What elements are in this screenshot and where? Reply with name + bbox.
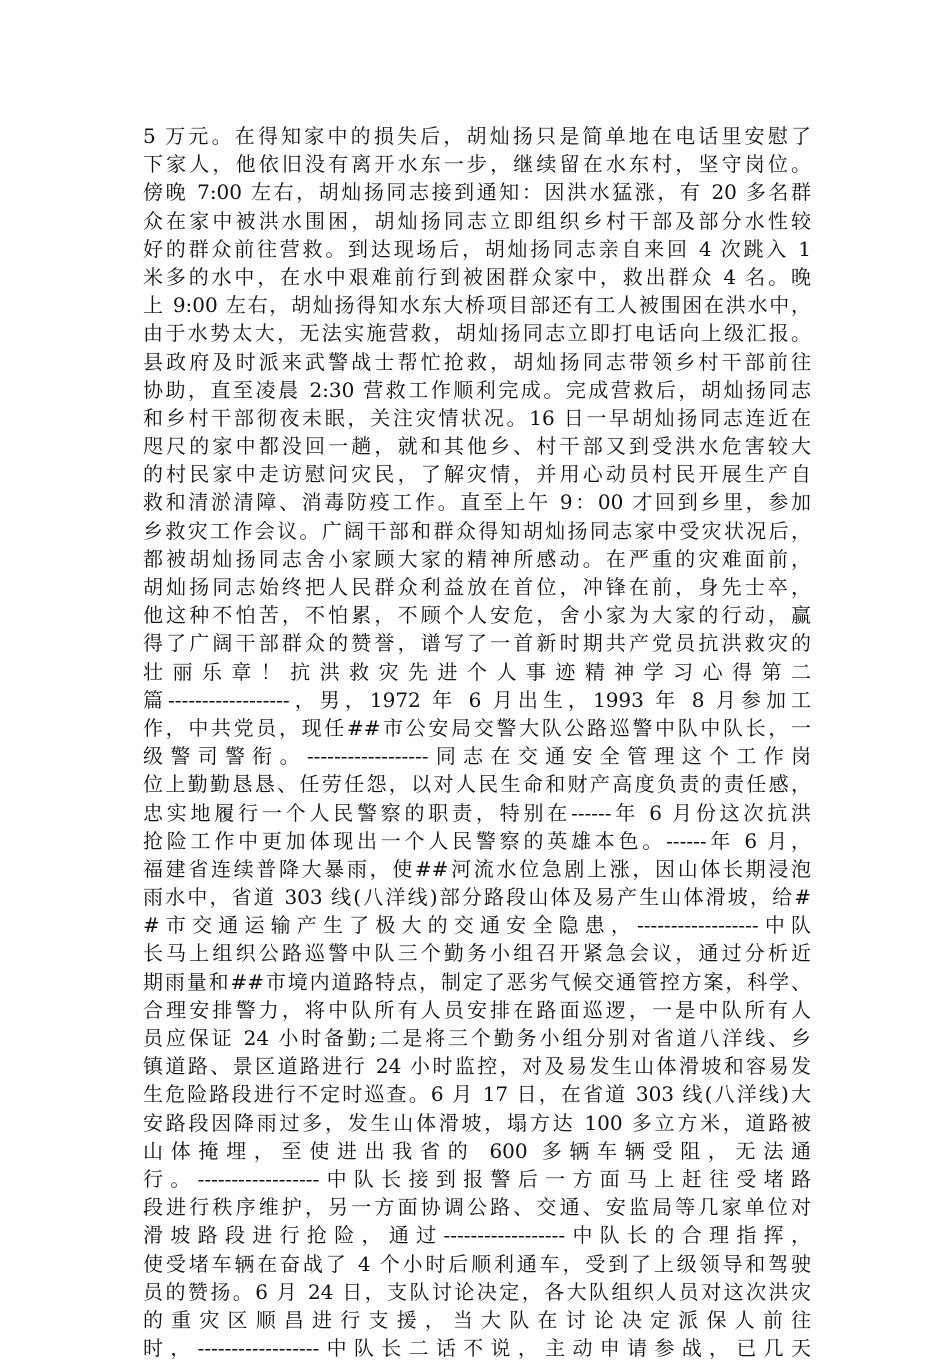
text-line: 忠实地履行一个人民警察的职责，特别在------年 6 月份这次抗洪 xyxy=(143,800,811,825)
text-line: 众在家中被洪水围困，胡灿扬同志立即组织乡村干部及部分水性较 xyxy=(143,208,811,233)
text-line: 行。------------------中队长接到报警后一方面马上赶往受堵路 xyxy=(143,1166,811,1191)
text-line: 作，中共党员，现任##市公安局交警大队公路巡警中队中队长，一 xyxy=(143,715,811,740)
text-line: 时，------------------中队长二话不说，主动申请参战，已几天 xyxy=(143,1336,811,1361)
text-line: 的重灾区顺昌进行支援，当大队在讨论决定派保人前往 xyxy=(143,1307,811,1332)
text-line: 福建省连续普降大暴雨，使##河流水位急剧上涨，因山体长期浸泡 xyxy=(143,856,811,881)
text-line: 他这种不怕苦，不怕累，不顾个人安危，舍小家为大家的行动，赢 xyxy=(143,603,811,628)
text-line: 由于水势太大，无法实施营救，胡灿扬同志立即打电话向上级汇报。 xyxy=(143,321,811,346)
text-line: 和乡村干部彻夜未眠，关注灾情状况。16 日一早胡灿扬同志连近在 xyxy=(143,405,811,430)
text-line: 长马上组织公路巡警中队三个勤务小组召开紧急会议，通过分析近 xyxy=(143,941,811,966)
text-line: 的村民家中走访慰问灾民，了解灾情，并用心动员村民开展生产自 xyxy=(143,462,811,487)
text-line: 胡灿扬同志始终把人民群众利益放在首位，冲锋在前，身先士卒， xyxy=(143,575,811,599)
text-line: 位上勤勤恳恳、任劳任怨，以对人民生命和财产高度负责的责任感， xyxy=(143,772,811,797)
text-line: 乡救灾工作会议。广阔干部和群众得知胡灿扬同志家中受灾状况后， xyxy=(143,518,811,543)
text-line: 下家人，他依旧没有离开水东一步，继续留在水东村，坚守岗位。 xyxy=(143,152,811,177)
body-text xyxy=(143,122,811,1362)
text-line: 合理安排警力，将中队所有人员安排在路面巡逻，一是中队所有人 xyxy=(143,997,811,1022)
text-line: 山体掩埋，至使进出我省的 600 多辆车辆受阻，无法通 xyxy=(143,1138,811,1163)
text-line: 级警司警衔。------------------同志在交通安全管理这个工作岗 xyxy=(143,744,811,769)
text-line: 使受堵车辆在奋战了 4 个小时后顺利通车，受到了上级领导和驾驶 xyxy=(143,1251,811,1276)
text-line: 得了广阔干部群众的赞誉，谱写了一首新时期共产党员抗洪救灾的 xyxy=(143,631,811,656)
text-line: #市交通运输产生了极大的交通安全隐患，------------------中队 xyxy=(143,913,811,938)
text-line: 生危险路段进行不定时巡查。6 月 17 日，在省道 303 线(八洋线)大 xyxy=(143,1082,811,1107)
text-line: 安路段因降雨过多，发生山体滑坡，塌方达 100 多立方米，道路被 xyxy=(143,1110,811,1135)
text-line: 雨水中，省道 303 线(八洋线)部分路段山体及易产生山体滑坡，给# xyxy=(143,885,811,910)
text-line: 县政府及时派来武警战士帮忙抢救，胡灿扬同志带领乡村干部前往 xyxy=(143,349,811,374)
text-line: 傍晚 7:00 左右，胡灿扬同志接到通知：因洪水猛涨，有 20 多名群 xyxy=(143,180,811,205)
text-line: 都被胡灿扬同志舍小家顾大家的精神所感动。在严重的灾难面前， xyxy=(143,546,811,571)
text-line: 米多的水中，在水中艰难前行到被困群众家中，救出群众 4 名。晚 xyxy=(143,264,811,289)
text-line: 篇------------------，男，1972 年 6 月出生，1993 年 8 月参加工 xyxy=(143,687,811,712)
text-line: 员应保证 24 小时备勤;二是将三个勤务小组分别对省道八洋线、乡 xyxy=(143,1026,811,1050)
text-line: 壮丽乐章！抗洪救灾先进个人事迹精神学习心得第二 xyxy=(143,659,811,684)
text-line: 抢险工作中更加体现出一个人民警察的英雄本色。------年 6 月， xyxy=(143,828,811,853)
text-line: 镇道路、景区道路进行 24 小时监控，对及易发生山体滑坡和容易发 xyxy=(143,1054,811,1079)
text-line: 期雨量和##市境内道路特点，制定了恶劣气候交通管控方案，科学、 xyxy=(143,969,811,994)
text-line: 协助，直至凌晨 2:30 营救工作顺利完成。完成营救后，胡灿扬同志 xyxy=(143,377,811,402)
text-line: 救和清淤清障、消毒防疫工作。直至上午 9：00 才回到乡里，参加 xyxy=(143,490,811,515)
text-line: 滑坡路段进行抢险，通过------------------中队长的合理指挥， xyxy=(143,1223,811,1248)
text-line: 5 万元。在得知家中的损失后，胡灿扬只是简单地在电话里安慰了 xyxy=(143,124,811,148)
text-line: 好的群众前往营救。到达现场后，胡灿扬同志亲自来回 4 次跳入 1 xyxy=(143,236,811,261)
text-line: 咫尺的家中都没回一趟，就和其他乡、村干部又到受洪水危害较大 xyxy=(143,434,811,459)
text-line: 上 9:00 左右，胡灿扬得知水东大桥项目部还有工人被围困在洪水中， xyxy=(143,293,811,318)
text-line: 员的赞扬。6 月 24 日，支队讨论决定，各大队组织人员对这次洪灾 xyxy=(143,1279,811,1304)
text-line: 段进行秩序维护，另一方面协调公路、交通、安监局等几家单位对 xyxy=(143,1195,811,1220)
